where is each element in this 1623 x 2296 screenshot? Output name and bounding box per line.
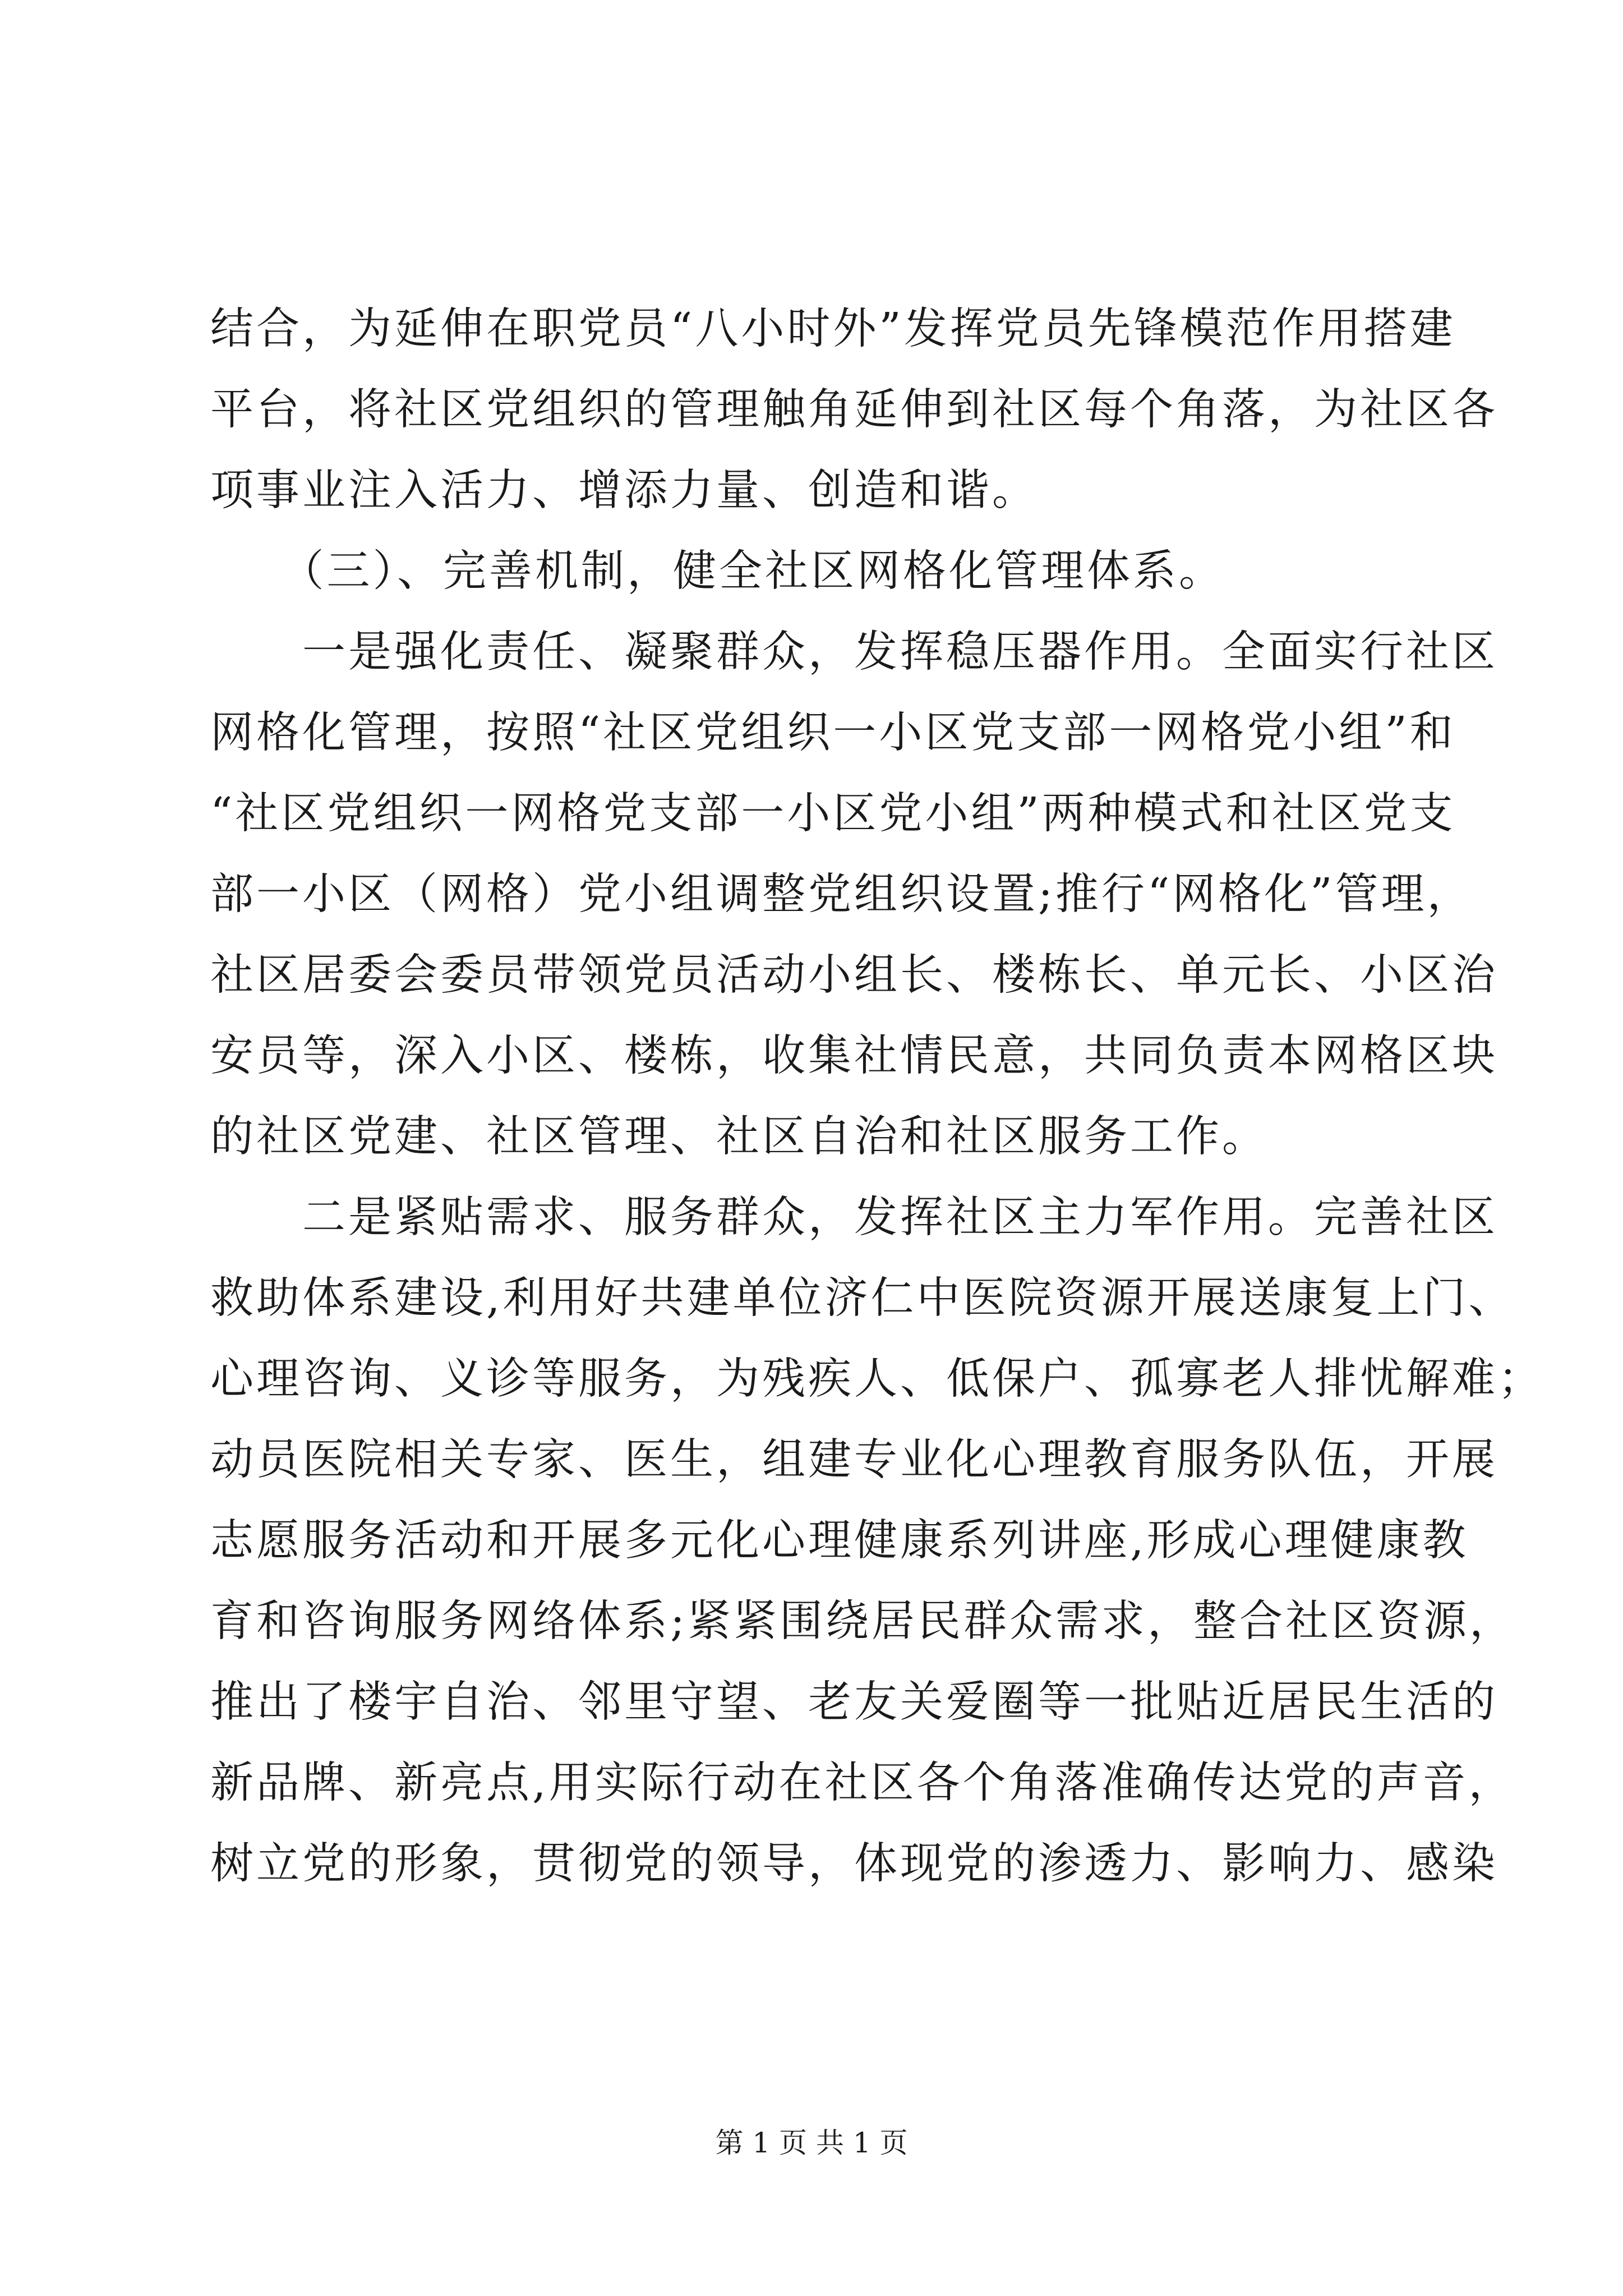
text-line: 一是强化责任、凝聚群众，发挥稳压器作用。全面实行社区	[210, 627, 1498, 677]
text-line: 二是紧贴需求、服务群众，发挥社区主力军作用。完善社区	[210, 1193, 1498, 1243]
text-line: 结合，为延伸在职党员“八小时外”发挥党员先锋模范作用搭建	[210, 304, 1456, 354]
page-footer	[0, 2123, 1623, 2162]
text-line: “社区党组织一网格党支部一小区党小组”两种模式和社区党支	[210, 789, 1456, 839]
text-line: 平台，将社区党组织的管理触角延伸到社区每个角落，为社区各	[210, 385, 1498, 435]
text-line: 项事业注入活力、增添力量、创造和谐。	[210, 466, 1038, 516]
text-line: 育和咨询服务网络体系;紧紧围绕居民群众需求，整合社区资源，	[210, 1596, 1515, 1646]
text-line: 社区居委会委员带领党员活动小组长、楼栋长、单元长、小区治	[210, 950, 1498, 1000]
text-line: 志愿服务活动和开展多元化心理健康系列讲座,形成心理健康教	[210, 1516, 1469, 1566]
text-line: 树立党的形象，贯彻党的领导，体现党的渗透力、影响力、感染	[210, 1839, 1498, 1889]
text-line: 推出了楼宇自治、邻里守望、老友关爱圈等一批贴近居民生活的	[210, 1677, 1498, 1727]
text-line: 救助体系建设,利用好共建单位济仁中医院资源开展送康复上门、	[210, 1273, 1515, 1323]
text-line: 网格化管理，按照“社区党组织一小区党支部一网格党小组”和	[210, 708, 1456, 758]
document-body	[210, 289, 1544, 1904]
text-line: 新品牌、新亮点,用实际行动在社区各个角落准确传达党的声音，	[210, 1758, 1515, 1808]
text-line: 心理咨询、义诊等服务，为残疾人、低保户、孤寡老人排忧解难；	[210, 1354, 1544, 1404]
text-line: 部一小区（网格）党小组调整党组织设置;推行“网格化”管理，	[210, 869, 1473, 919]
section-heading: （三）、完善机制，健全社区网格化管理体系。	[210, 546, 1225, 596]
text-line: 的社区党建、社区管理、社区自治和社区服务工作。	[210, 1112, 1268, 1162]
page-number-label: 第 1 页 共 1 页	[715, 2127, 908, 2159]
text-line: 安员等，深入小区、楼栋，收集社情民意，共同负责本网格区块	[210, 1031, 1498, 1081]
text-line: 动员医院相关专家、医生，组建专业化心理教育服务队伍，开展	[210, 1435, 1498, 1485]
